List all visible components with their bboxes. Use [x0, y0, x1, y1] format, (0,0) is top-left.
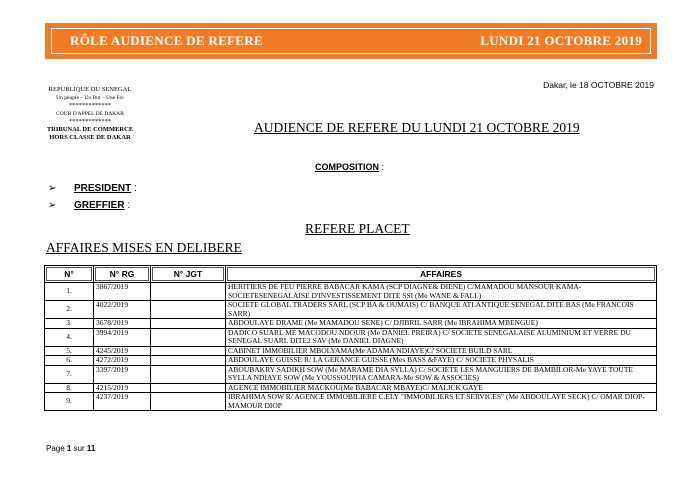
document-date: Dakar, le 18 OCTOBRE 2019	[543, 80, 654, 90]
separator: *************	[68, 118, 112, 125]
case-number: 1.	[45, 283, 94, 301]
case-number: 8.	[45, 383, 94, 393]
header-jgt: N° JGT	[151, 266, 226, 283]
case-jgt	[151, 301, 226, 319]
greffier-line	[48, 200, 130, 211]
president-label: PRESIDENT	[74, 183, 132, 194]
institution-header	[40, 86, 140, 142]
case-number: 7.	[45, 365, 94, 383]
cases-table	[44, 265, 657, 411]
section-title: AFFAIRES MISES EN DELIBERE	[46, 240, 242, 255]
case-rg: 3678/2019	[94, 319, 151, 329]
current-page: 1	[66, 444, 72, 453]
tribunal-name: TRIBUNAL DE COMMERCE	[46, 126, 134, 133]
court-of-appeal: COUR D'APPEL DE DAKAR	[56, 111, 124, 117]
table-row	[45, 393, 657, 411]
case-jgt	[151, 365, 226, 383]
table-row	[45, 328, 657, 346]
case-jgt	[151, 356, 226, 366]
case-affaire: HERITIERS DE FEU PIERRE BABACAR KAMA (SCP DIAGNE& DIENE) C/MAMADOU MANSOUR KAMA-SOCIETESENEGALAISE D'INVESTISSEMENT DITE SSI (Me WANE & FALL)	[226, 283, 657, 301]
case-rg: 4237/2019	[94, 393, 151, 411]
case-affaire: DADICO SUARL ME MACODOU NDOUR (Me DANIEL PREIRA) C/ SOCIETE SENEGALAISE ALUMINIUM ET VERRE DU SENEGAL SUARL DITE2 SAV (Me DANIEL DIAGNE)	[226, 328, 657, 346]
case-number: 4.	[45, 328, 94, 346]
arrow-bullet-icon: ➢	[48, 200, 57, 211]
case-rg: 3397/2019	[94, 365, 151, 383]
case-jgt	[151, 328, 226, 346]
banner-date: LUNDI 21 OCTOBRE 2019	[480, 33, 642, 48]
case-number: 9.	[45, 393, 94, 411]
page-number: Page 1 sur 11	[46, 444, 96, 453]
separator: *************	[68, 102, 112, 109]
case-affaire: IBRAHIMA SOW R/ AGENCE IMMOBILIERE C.ELY "IMMOBILIERS ET SERVICES" (Me ABDOULAYE SECK) C/ OMAR DIOP-MAMOUR DIOP	[226, 393, 657, 411]
tribunal-class: HORS CLASSE DE DAKAR	[49, 134, 131, 141]
case-affaire: SOCIETE GLOBAL TRADERS SARL (SCP BA & OUMAIS) C/ BANQUE ATLANTIQUE SENEGAL DITE BAS (Me FRANCOIS SARR)	[226, 301, 657, 319]
case-affaire: ABOUBAKRY SADIKH SOW (Me MARAME DIA SYLLA) C/ SOCIETE LES MANGUIERS DE BAMBILOR-Me YAYE TOUTE SYLLA NDIAYE SOW (Me YOUSSOUPHA CAMARA-Me SOW & ASSOCIES)	[226, 365, 657, 383]
president-suffix: :	[131, 183, 137, 194]
case-jgt	[151, 283, 226, 301]
greffier-suffix: :	[124, 200, 131, 211]
header-num: N°	[45, 266, 94, 283]
arrow-bullet-icon: ➢	[48, 183, 57, 194]
refere-placet-title: REFERE PLACET	[305, 221, 410, 236]
case-rg: 3867/2019	[94, 283, 151, 301]
case-jgt	[151, 393, 226, 411]
total-pages: 11	[86, 444, 96, 453]
page-title: AUDIENCE DE REFERE DU LUNDI 21 OCTOBRE 2019	[254, 120, 580, 135]
case-affaire: ABDOULAYE DRAME (Me MAMADOU SENE) C/ DJIBRIL SARR (Me IBRAHIMA MBENGUE)	[226, 319, 657, 329]
case-number: 2.	[45, 301, 94, 319]
republic-name: REPUBLIQUE DU SENEGAL	[48, 86, 132, 93]
table-row	[45, 365, 657, 383]
case-rg: 3994/2019	[94, 328, 151, 346]
case-jgt	[151, 383, 226, 393]
table-row	[45, 356, 657, 366]
case-jgt	[151, 346, 226, 356]
case-rg: 4022/2019	[94, 301, 151, 319]
composition-line	[315, 162, 384, 172]
header-affaires: AFFAIRES	[226, 266, 657, 283]
case-number: 6.	[45, 356, 94, 366]
greffier-label: GREFFIER	[74, 200, 125, 211]
banner-frame	[51, 28, 651, 54]
case-number: 5.	[45, 346, 94, 356]
case-jgt	[151, 319, 226, 329]
motto: Un peuple – Un But – Une Foi	[56, 95, 124, 101]
composition-suffix: :	[379, 162, 385, 172]
table-row	[45, 301, 657, 319]
table-row	[45, 319, 657, 329]
president-line	[48, 183, 137, 194]
case-affaire: AGENCE IMMOBILIER MACKOU(Me BABACAR MBAYE)C/ MALICK GAYE	[226, 383, 657, 393]
case-rg: 4245/2019	[94, 346, 151, 356]
case-affaire: CABINET IMMOBILIER MBOLYAMA(Me ADAMA NDIAYE)C/ SOCIETE BUILD SARL	[226, 346, 657, 356]
case-number: 3.	[45, 319, 94, 329]
banner-role-title: RÔLE AUDIENCE DE REFERE	[70, 33, 263, 48]
case-affaire: ABDOULAYE GUISSE R/ LA GERANCE GUISSE (Mes BASS &FAYE) C/ SOCIETE PHYSALIS	[226, 356, 657, 366]
case-rg: 4215/2019	[94, 383, 151, 393]
header-banner	[45, 23, 657, 59]
table-row	[45, 283, 657, 301]
case-rg: 4272/2019	[94, 356, 151, 366]
table-header-row	[45, 266, 657, 283]
composition-label: COMPOSITION	[315, 162, 380, 172]
table-body	[45, 283, 657, 411]
header-rg: N° RG	[94, 266, 151, 283]
